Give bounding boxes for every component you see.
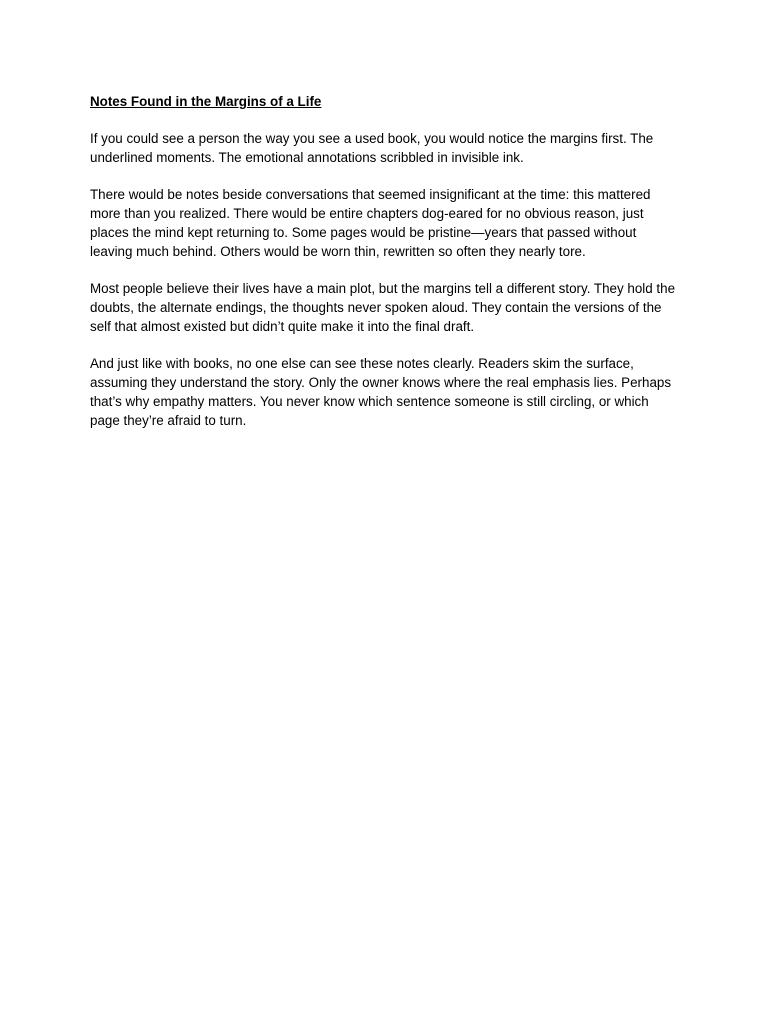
paragraph-4: And just like with books, no one else can see these notes clearly. Readers skim the surface, assuming they understand the story. Only the owner knows where the real emphasis lies. Perhaps that’s why empathy matters. You never know which sentence someone is still circling, or which page they’re afraid to turn. xyxy=(90,356,672,428)
document-title: Notes Found in the Margins of a Life xyxy=(90,94,322,109)
paragraph-3: Most people believe their lives have a main plot, but the margins tell a different story. They hold the doubts, the alternate endings, the thoughts never spoken aloud. They contain the versions of the self that almost existed but didn’t quite make it into the final draft. xyxy=(90,281,676,334)
paragraph-2: There would be notes beside conversations that seemed insignificant at the time: this mattered more than you realized. There would be entire chapters dog-eared for no obvious reason, just places the mind kept returning to. Some pages would be pristine—years that passed without leaving much behind. Others would be worn thin, rewritten so often they nearly tore. xyxy=(90,187,651,259)
paragraph-1: If you could see a person the way you see a used book, you would notice the margins first. The underlined moments. The emotional annotations scribbled in invisible ink. xyxy=(90,131,654,165)
